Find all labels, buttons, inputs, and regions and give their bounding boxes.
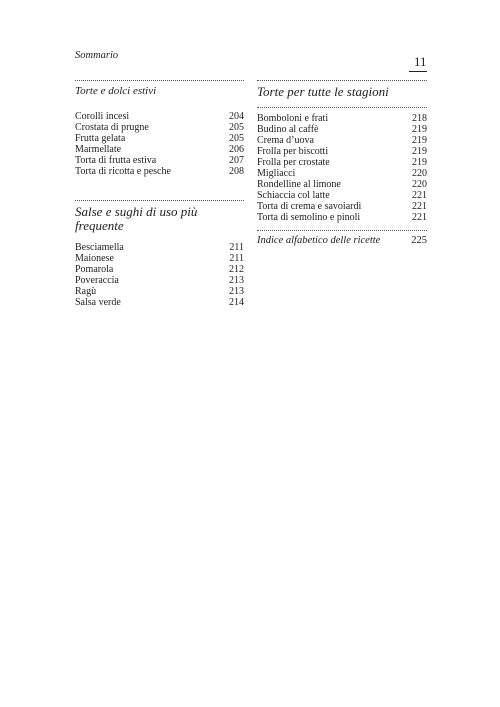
entry-title: Schiaccia col latte: [257, 190, 330, 202]
entry-page: 205: [229, 122, 244, 134]
entry-list: [257, 113, 427, 223]
entry-title: Torta di crema e savoiardi: [257, 201, 362, 213]
entry-page: 213: [229, 285, 244, 297]
toc-entry[interactable]: [257, 190, 427, 201]
entry-list: [75, 242, 244, 308]
page-number: 11: [414, 54, 427, 69]
toc-entry[interactable]: [75, 297, 244, 308]
entry-title: Poveraccia: [75, 274, 119, 286]
toc-entry[interactable]: [257, 201, 427, 212]
entry-page: 221: [412, 201, 427, 213]
entry-page: 219: [412, 146, 427, 158]
section-torte-dolci-estivi: [75, 80, 244, 177]
section-torte-stagioni: [257, 80, 427, 223]
toc-entry[interactable]: [75, 264, 244, 275]
toc-entry[interactable]: [75, 155, 244, 166]
entry-title: Marmellate: [75, 144, 122, 156]
entry-page: 211: [229, 241, 244, 253]
entry-title: Salsa verde: [75, 296, 121, 308]
toc-entry[interactable]: [75, 133, 244, 144]
entry-page: 218: [412, 113, 427, 125]
entry-page: 221: [412, 212, 427, 224]
entry-page: 208: [229, 166, 244, 178]
entry-title: Crema d’uova: [257, 135, 314, 147]
entry-title: Corolli incesi: [75, 111, 130, 123]
section-title: Salse e sughi di uso più frequente: [75, 204, 198, 234]
entry-title: Frolla per crostate: [257, 157, 330, 169]
entry-page: 220: [412, 168, 427, 180]
entry-page: 213: [229, 274, 244, 286]
entry-page: 211: [229, 252, 244, 264]
entry-title: Torta di semolino e pinoli: [257, 212, 361, 224]
entry-title: Frutta gelata: [75, 133, 126, 145]
entry-page: 212: [229, 263, 244, 275]
entry-page: 221: [412, 190, 427, 202]
entry-page: 219: [412, 124, 427, 136]
section-salse-sughi: [75, 200, 244, 308]
entry-title: Ragù: [75, 285, 97, 297]
toc-entry[interactable]: [75, 253, 244, 264]
entry-list: [75, 111, 244, 177]
page-number-rule: [409, 71, 427, 72]
entry-page: 219: [412, 135, 427, 147]
toc-entry[interactable]: [75, 166, 244, 177]
entry-title: Bomboloni e frati: [257, 113, 329, 125]
entry-page: 206: [229, 144, 244, 156]
toc-entry[interactable]: [257, 124, 427, 135]
toc-entry[interactable]: [257, 135, 427, 146]
toc-entry[interactable]: [75, 111, 244, 122]
entry-title: Besciamella: [75, 241, 124, 253]
entry-title: Frolla per biscotti: [257, 146, 329, 158]
entry-title: Rondelline al limone: [257, 179, 341, 191]
section-indice-alfabetico: [257, 230, 427, 246]
entry-title: Torta di ricotta e pesche: [75, 166, 171, 178]
toc-entry[interactable]: [75, 242, 244, 253]
toc-entry-indice[interactable]: [257, 235, 427, 246]
section-title-rule: [257, 107, 427, 108]
toc-entry[interactable]: [257, 113, 427, 124]
toc-entry[interactable]: [257, 146, 427, 157]
toc-entry[interactable]: [75, 122, 244, 133]
entry-page: 204: [229, 111, 244, 123]
section-divider: [75, 200, 244, 201]
toc-entry[interactable]: [75, 275, 244, 286]
entry-title: Budino al caffè: [257, 124, 319, 136]
entry-page: 205: [229, 133, 244, 145]
entry-page: 225: [411, 235, 427, 246]
section-divider: [257, 230, 427, 231]
toc-entry[interactable]: [257, 168, 427, 179]
entry-page: 220: [412, 179, 427, 191]
entry-page: 214: [229, 296, 244, 308]
section-divider: [257, 80, 427, 81]
toc-entry[interactable]: [257, 179, 427, 190]
entry-title: Migliacci: [257, 168, 296, 180]
toc-entry[interactable]: [257, 212, 427, 223]
section-title: Torte e dolci estivi: [75, 85, 157, 97]
entry-page: 207: [229, 155, 244, 167]
entry-page: 219: [412, 157, 427, 169]
toc-entry[interactable]: [75, 286, 244, 297]
toc-entry[interactable]: [75, 144, 244, 155]
toc-entry[interactable]: [257, 157, 427, 168]
section-title: Torte per tutte le stagioni: [257, 84, 389, 99]
entry-title: Crostata di prugne: [75, 122, 149, 134]
entry-title: Indice alfabetico delle ricette: [257, 235, 381, 246]
entry-title: Maionese: [75, 252, 114, 264]
section-divider: [75, 80, 244, 81]
entry-title: Torta di frutta estiva: [75, 155, 157, 167]
running-head: Sommario: [75, 50, 119, 61]
entry-title: Pomarola: [75, 263, 114, 275]
